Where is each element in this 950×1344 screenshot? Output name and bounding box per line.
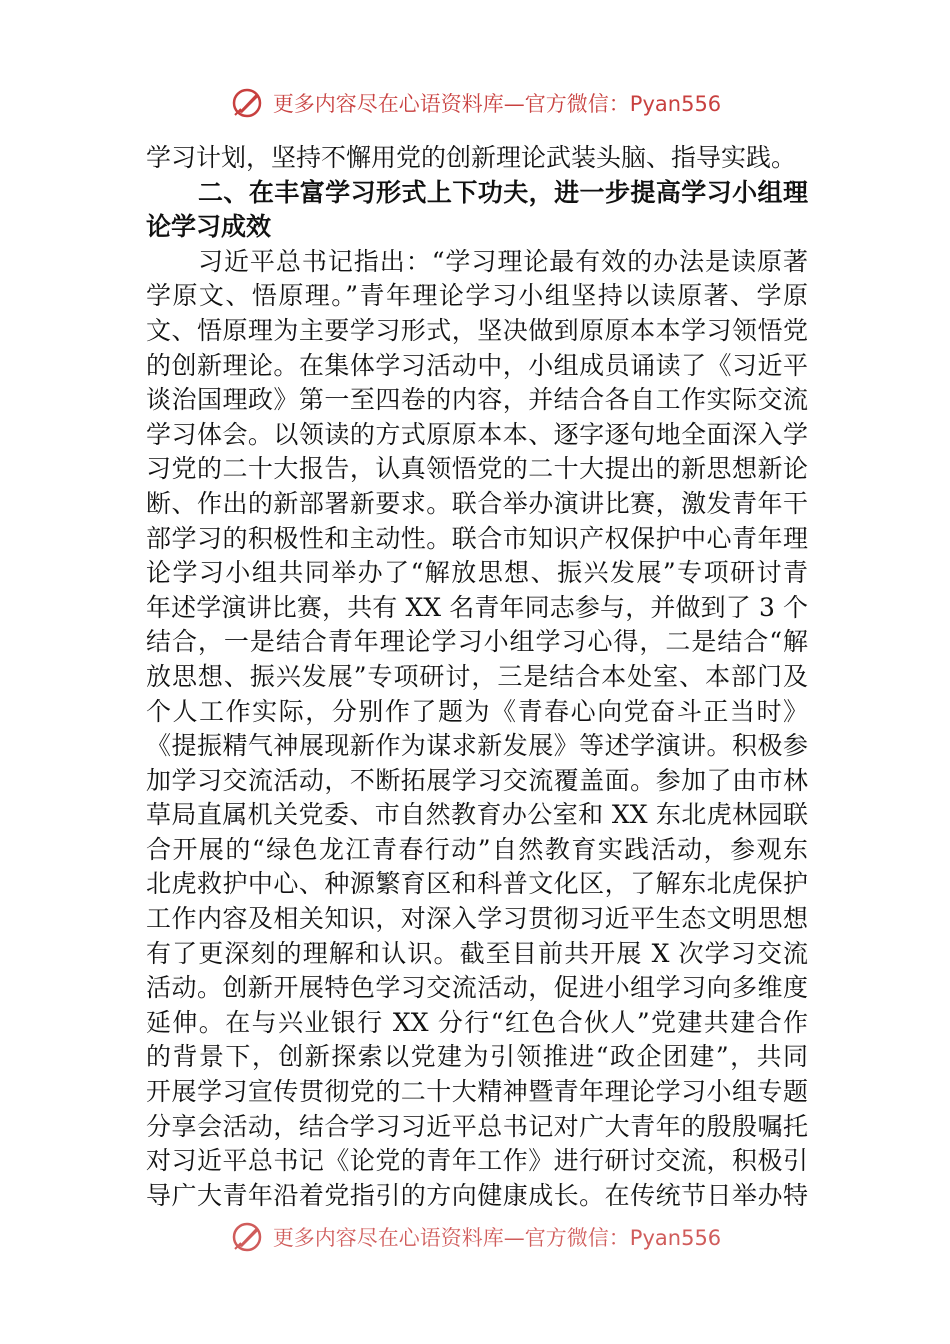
text-line: 加学习交流活动，不断拓展学习交流覆盖面。参加了由市林: [146, 765, 808, 795]
watermark-text: 更多内容尽在心语资料库—官方微信：Pyan556: [272, 92, 722, 116]
paragraph-first-line: 习近平总书记指出：“学习理论最有效的办法是读原著: [198, 246, 808, 276]
text-line: 的创新理论。在集体学习活动中，小组成员诵读了《习近平: [146, 350, 808, 380]
text-line: 《提振精气神展现新作为谋求新发展》等述学演讲。积极参: [146, 731, 808, 761]
text-line: 对习近平总书记《论党的青年工作》进行研讨交流，积极引: [146, 1146, 808, 1176]
text-line: 的背景下，创新探索以党建为引领推进“政企团建”，共同: [146, 1042, 808, 1072]
text-line: 分享会活动，结合学习习近平总书记对广大青年的殷殷嘱托: [146, 1111, 808, 1141]
text-line: 个人工作实际，分别作了题为《青春心向党奋斗正当时》: [146, 696, 808, 726]
text-line: 谈治国理政》第一至四卷的内容，并结合各自工作实际交流: [146, 385, 808, 415]
text-line: 延伸。在与兴业银行 XX 分行“红色合伙人”党建共建合作: [146, 1007, 808, 1037]
text-line: 部学习的积极性和主动性。联合市知识产权保护中心青年理: [146, 523, 808, 553]
watermark-text: 更多内容尽在心语资料库—官方微信：Pyan556: [272, 1226, 722, 1250]
text-line: 学原文、悟原理。”青年理论学习小组坚持以读原著、学原: [146, 281, 808, 311]
text-line: 年述学演讲比赛，共有 XX 名青年同志参与，并做到了 3 个: [146, 592, 808, 622]
text-line: 断、作出的新部署新要求。联合举办演讲比赛，激发青年干: [146, 488, 808, 518]
text-line: 工作内容及相关知识，对深入学习贯彻习近平生态文明思想: [146, 904, 808, 934]
text-line: 学习体会。以领读的方式原原本本、逐字逐句地全面深入学: [146, 419, 808, 449]
text-line: 放思想、振兴发展”专项研讨，三是结合本处室、本部门及: [146, 661, 808, 691]
section-heading: 二、在丰富学习形式上下功夫，进一步提高学习小组理: [198, 177, 808, 207]
text-line: 草局直属机关党委、市自然教育办公室和 XX 东北虎林园联: [146, 800, 808, 830]
text-line: 北虎救护中心、种源繁育区和科普文化区，了解东北虎保护: [146, 869, 808, 899]
text-line: 合开展的“绿色龙江青春行动”自然教育实践活动，参观东: [146, 834, 808, 864]
quill-logo-icon: [229, 1219, 265, 1255]
text-line: 活动。创新开展特色学习交流活动，促进小组学习向多维度: [146, 973, 808, 1003]
text-line: 开展学习宣传贯彻党的二十大精神暨青年理论学习小组专题: [146, 1077, 808, 1107]
text-line: 导广大青年沿着党指引的方向健康成长。在传统节日举办特: [146, 1180, 808, 1210]
text-line: 学习计划，坚持不懈用党的创新理论武装头脑、指导实践。: [146, 143, 797, 172]
watermark-footer: [0, 1219, 950, 1255]
section-heading-continued: 论学习成效: [146, 212, 272, 242]
text-line: 习党的二十大报告，认真领悟党的二十大提出的新思想新论: [146, 454, 808, 484]
text-line: 文、悟原理为主要学习形式，坚决做到原原本本学习领悟党: [146, 315, 808, 345]
text-line: 结合，一是结合青年理论学习小组学习心得，二是结合“解: [146, 627, 808, 657]
document-body: [146, 141, 808, 1213]
watermark-header: [0, 85, 950, 121]
text-line: 有了更深刻的理解和认识。截至目前共开展 X 次学习交流: [146, 938, 808, 968]
quill-logo-icon: [229, 85, 265, 121]
text-line: 论学习小组共同举办了“解放思想、振兴发展”专项研讨青: [146, 558, 808, 588]
